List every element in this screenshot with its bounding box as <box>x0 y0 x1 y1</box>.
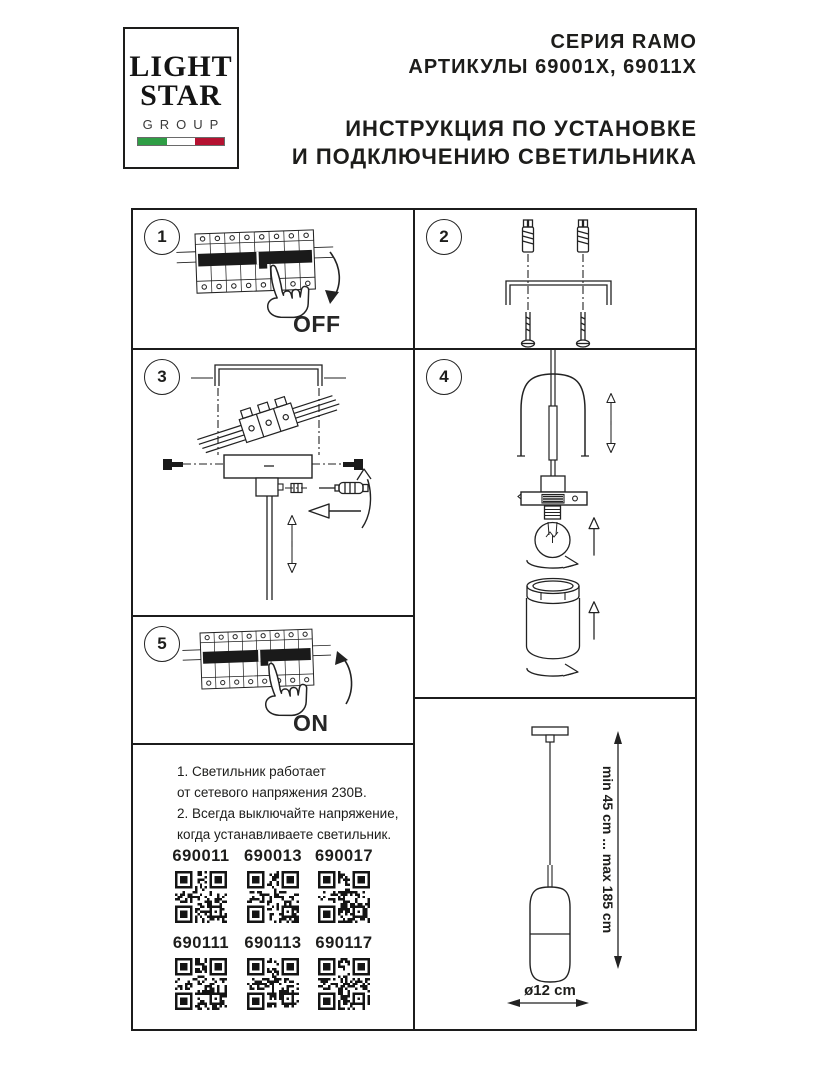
arrow-head-down <box>325 290 339 304</box>
screw-icon <box>577 312 590 347</box>
qr-code <box>247 871 299 923</box>
notes-panel <box>131 743 415 1031</box>
rotate-arrow-head <box>563 664 578 676</box>
socket-block-icon <box>541 476 565 492</box>
panel-step-5 <box>131 615 415 745</box>
qr-code <box>318 871 370 923</box>
note-line: от сетевого напряжения 230В. <box>177 785 367 800</box>
step-badge <box>426 219 462 255</box>
height-dimension-label: min 45 cm ... max 185 cm <box>600 765 616 934</box>
dim-arrow-left <box>507 999 520 1007</box>
canopy-mounting-diagram <box>133 350 413 615</box>
step-number: 5 <box>157 634 167 653</box>
step-number: 1 <box>157 227 167 246</box>
light-bulb-icon <box>535 506 570 558</box>
alignment-axis <box>528 254 583 310</box>
arrow-up-icon <box>607 394 615 426</box>
push-arrow-left <box>309 504 329 518</box>
qr-article-number: 690011 <box>172 847 230 865</box>
logo-group: GROUP <box>142 116 226 132</box>
rotate-arrow-head <box>357 469 371 480</box>
instruction-title <box>292 115 697 171</box>
dim-arrow-bottom <box>614 956 622 969</box>
step-number: 2 <box>439 227 449 246</box>
mounting-bracket-icon <box>215 365 322 386</box>
qr-article-number: 690017 <box>314 847 374 865</box>
safety-notes <box>177 761 398 845</box>
circuit-breaker-icon <box>176 229 335 294</box>
qr-article-number: 690013 <box>243 847 303 865</box>
dim-arrow-top <box>614 731 622 744</box>
flag-white <box>167 138 196 145</box>
arrow-down-icon <box>288 541 296 573</box>
qr-article-number: 690111 <box>172 934 230 952</box>
note-line: 1. Светильник работает <box>177 764 326 779</box>
ceiling-plate-icon <box>532 727 568 735</box>
circuit-breaker-icon <box>182 628 332 689</box>
panel-step-4 <box>413 348 697 699</box>
flag-green <box>138 138 167 145</box>
screwdriver-icon <box>319 483 368 494</box>
diameter-label: ø12 cm <box>524 982 576 999</box>
arrow-down-icon <box>607 421 615 453</box>
wall-plug-icon <box>578 220 589 252</box>
socket-thread-lines <box>543 497 563 502</box>
wall-plug-icon <box>523 220 534 252</box>
step-badge <box>144 219 180 255</box>
italian-flag-stripe <box>138 138 224 145</box>
step-number: 4 <box>439 367 449 386</box>
dim-arrow-right <box>576 999 589 1007</box>
shade-stem <box>548 865 552 887</box>
logo-star: STAR <box>140 78 222 112</box>
instruction-title-line1: ИНСТРУКЦИЯ ПО УСТАНОВКЕ <box>345 116 697 141</box>
plate-stem <box>546 735 554 742</box>
rod-sleeve <box>549 406 557 460</box>
alignment-axis <box>218 388 319 455</box>
step-badge <box>426 359 462 395</box>
panel-step-1 <box>131 208 415 350</box>
logo-light: LIGHT <box>129 49 233 83</box>
off-label: OFF <box>293 311 341 337</box>
header-title-block <box>408 30 697 80</box>
step-badge <box>144 626 180 662</box>
series-title: СЕРИЯ RAMO <box>550 31 697 53</box>
pendant-rod-icon <box>267 496 272 600</box>
instruction-title-line2: И ПОДКЛЮЧЕНИЮ СВЕТИЛЬНИКА <box>291 144 697 169</box>
flag-red <box>195 138 224 145</box>
shade-assembly-diagram <box>415 350 695 697</box>
arrow-up-icon <box>589 602 599 640</box>
qr-code <box>175 958 227 1010</box>
step-badge <box>144 359 180 395</box>
dimensions-panel <box>413 697 697 1031</box>
articles-line: АРТИКУЛЫ 69001X, 69011X <box>408 56 697 78</box>
qr-code <box>175 871 227 923</box>
set-screw-stub <box>278 484 283 490</box>
mounting-bracket-icon <box>506 281 611 305</box>
on-label: ON <box>293 710 329 736</box>
note-line: когда устанавливаете светильник. <box>177 827 392 842</box>
panel-step-3 <box>131 348 415 617</box>
rotate-arrow-head <box>563 556 578 568</box>
note-line: 2. Всегда выключайте напряжение, <box>177 806 399 821</box>
arrow-up-icon <box>589 518 599 556</box>
lightstar-logo <box>123 27 239 169</box>
pendant-diagram <box>415 699 695 1029</box>
qr-article-number: 690113 <box>244 934 302 952</box>
qr-code <box>247 958 299 1010</box>
qr-code <box>318 958 370 1010</box>
qr-article-number: 690117 <box>315 934 373 952</box>
step-number: 3 <box>157 367 167 386</box>
stem-hub-icon <box>256 478 278 496</box>
screw-icon <box>522 312 535 347</box>
panel-step-2 <box>413 208 697 350</box>
cylinder-shade-icon <box>527 579 580 659</box>
